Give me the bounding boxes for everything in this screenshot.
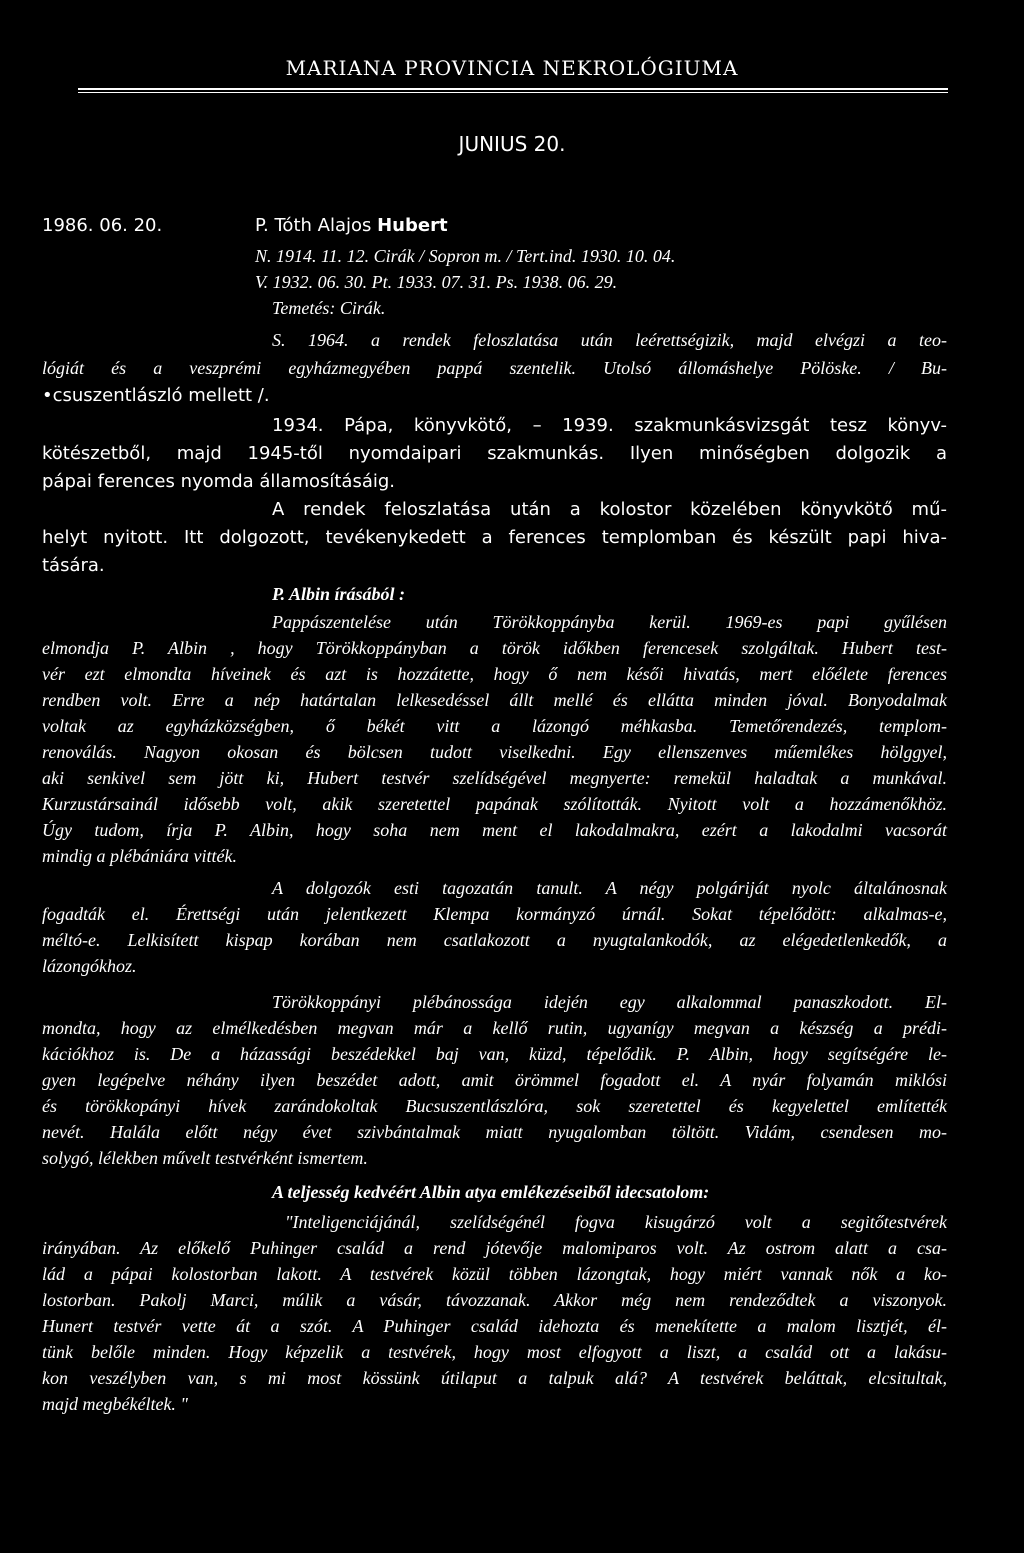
header-rule-thick [78, 88, 948, 90]
text-line: tünk belőle minden. Hogy képzelik a testvérek, hogy most elfogyott a liszt, a család ott a lakásu- [42, 1342, 947, 1362]
death-date: 1986. 06. 20. [42, 215, 163, 236]
date-heading: JUNIUS 20. [458, 132, 566, 156]
text-line: Úgy tudom, írja P. Albin, hogy soha nem ment el lakodalmakra, ezért a lakodalmi vacsorát [42, 820, 947, 840]
text-line: S. 1964. a rendek feloszlatása után leérettségizik, majd elvégzi a teo- [272, 330, 947, 350]
text-line: 1934. Pápa, könyvkötő, – 1939. szakmunkásvizsgát tesz könyv- [272, 415, 947, 436]
text-line: fogadták el. Érettségi után jelentkezett Klempa kormányzó úrnál. Sokat tépelődött: alkalmas-e, [42, 904, 947, 924]
text-line: A rendek feloszlatása után a kolostor közelében könyvkötő mű- [272, 499, 947, 520]
entry-meta-vows: V. 1932. 06. 30. Pt. 1933. 07. 31. Ps. 1938. 06. 29. [255, 272, 618, 292]
text-line: irányában. Az előkelő Puhinger család a rend jótevője malomiparos volt. Az ostrom alatt a csa- [42, 1238, 947, 1258]
text-line: aki senkivel sem jött ki, Hubert testvér szelídségével megnyerte: remekül haladtak a munkával. [42, 768, 947, 788]
text-line: lád a pápai kolostorban lakott. A testvérek közül többen lázongtak, hogy miért vannak nők a ko- [42, 1264, 947, 1284]
text-line: gyen legépelve néhány ilyen beszédet adott, amit örömmel fogadott el. A nyár folyamán miklósi [42, 1070, 947, 1090]
text-line: solygó, lélekben művelt testvérként ismertem. [42, 1148, 368, 1168]
text-line: kötészetből, majd 1945-től nyomdaipari szakmunkás. Ilyen minőségben dolgozik a [42, 443, 947, 464]
text-line: pápai ferences nyomda államosításáig. [42, 471, 396, 492]
text-line: "Inteligenciájánál, szelídségénél fogva kisugárzó volt a segitőtestvérek [285, 1212, 947, 1232]
entry-name-prefix: P. Tóth Alajos [255, 215, 372, 236]
text-line: majd megbékéltek. " [42, 1394, 188, 1414]
text-line: mindig a plébániára vitték. [42, 846, 237, 866]
text-line: helyt nyitott. Itt dolgozott, tevékenykedett a ferences templomban és készült papi hiva- [42, 527, 947, 548]
text-line: lógiát és a veszprémi egyházmegyében pappá szentelik. Utolsó állomáshelye Pölöske. / Bu- [42, 358, 947, 378]
text-line: renoválás. Nagyon okosan és bölcsen tudott viselkedni. Egy ellenszenves műemlékes hölggyel, [42, 742, 947, 762]
text-line: kon veszélyben van, s mi most kössünk útilaput a talpuk alá? A testvérek beláttak, elcsitultak, [42, 1368, 947, 1388]
text-line: Kurzustársainál idősebb volt, akik szeretettel papának szólították. Nyitott volt a hozzámenőkhöz. [42, 794, 947, 814]
text-line: voltak az egyházközségben, ő békét vitt a lázongó méhkasba. Temetőrendezés, templom- [42, 716, 947, 736]
text-line: tására. [42, 555, 105, 576]
text-line: Hunert testvér vette át a szót. A Puhinger család idehozta és menekítette a malom lisztjét, él- [42, 1316, 947, 1336]
entry-name [255, 214, 448, 238]
entry-meta-burial: Temetés: Cirák. [272, 298, 386, 318]
entry-meta-birth: N. 1914. 11. 12. Cirák / Sopron m. / Tert.ind. 1930. 10. 04. [255, 246, 676, 266]
section-heading: P. Albin írásából : [272, 584, 406, 604]
header-rule-thin [78, 92, 948, 93]
page-header-title: MARIANA PROVINCIA NEKROLÓGIUMA [285, 56, 739, 80]
text-line: lostorban. Pakolj Marci, múlik a vásár, távozzanak. Akkor még nem rendeződtek a viszonyok. [42, 1290, 947, 1310]
text-line: rendben volt. Erre a nép határtalan lelkesedéssel állt mellé és ellátta minden jóval. Bonyodalmak [42, 690, 947, 710]
text-line: Pappászentelése után Törökkoppányba kerül. 1969-es papi gyűlésen [272, 612, 947, 632]
section-heading: A teljesség kedvéért Albin atya emlékezéseiből idecsatolom: [272, 1182, 710, 1202]
text-line: és törökkopányi hívek zarándokoltak Bucsuszentlászlóra, sok szeretettel és kegyelettel említették [42, 1096, 947, 1116]
text-line: lázongókhoz. [42, 956, 137, 976]
text-line: kációkhoz is. De a házassági beszédekkel baj van, küzd, tépelődik. P. Albin, hogy segítségére le- [42, 1044, 947, 1064]
text-line: Törökkoppányi plébánossága idején egy alkalommal panaszkodott. El- [272, 992, 947, 1012]
text-line: A dolgozók esti tagozatán tanult. A négy polgáriját nyolc általánosnak [272, 878, 947, 898]
text-line: elmondja P. Albin , hogy Törökkoppányban a török időkben ferencesek szolgáltak. Hubert test- [42, 638, 947, 658]
entry-name-bold: Hubert [377, 215, 448, 236]
text-line: méltó-e. Lelkisített kispap korában nem csatlakozott a nyugtalankodók, az elégedetlenkedők, a [42, 930, 947, 950]
text-line: vér ezt elmondta híveinek és azt is hozzátette, hogy ő nem késői hivatás, mert előélete ferences [42, 664, 947, 684]
text-line: •csuszentlászló mellett /. [42, 385, 270, 406]
text-line: nevét. Halála előtt négy évet szivbántalmak miatt nyugalomban töltött. Vidám, csendesen mo- [42, 1122, 947, 1142]
text-line: mondta, hogy az elmélkedésben megvan már a kellő rutin, ugyanígy megvan a készség a prédi- [42, 1018, 947, 1038]
